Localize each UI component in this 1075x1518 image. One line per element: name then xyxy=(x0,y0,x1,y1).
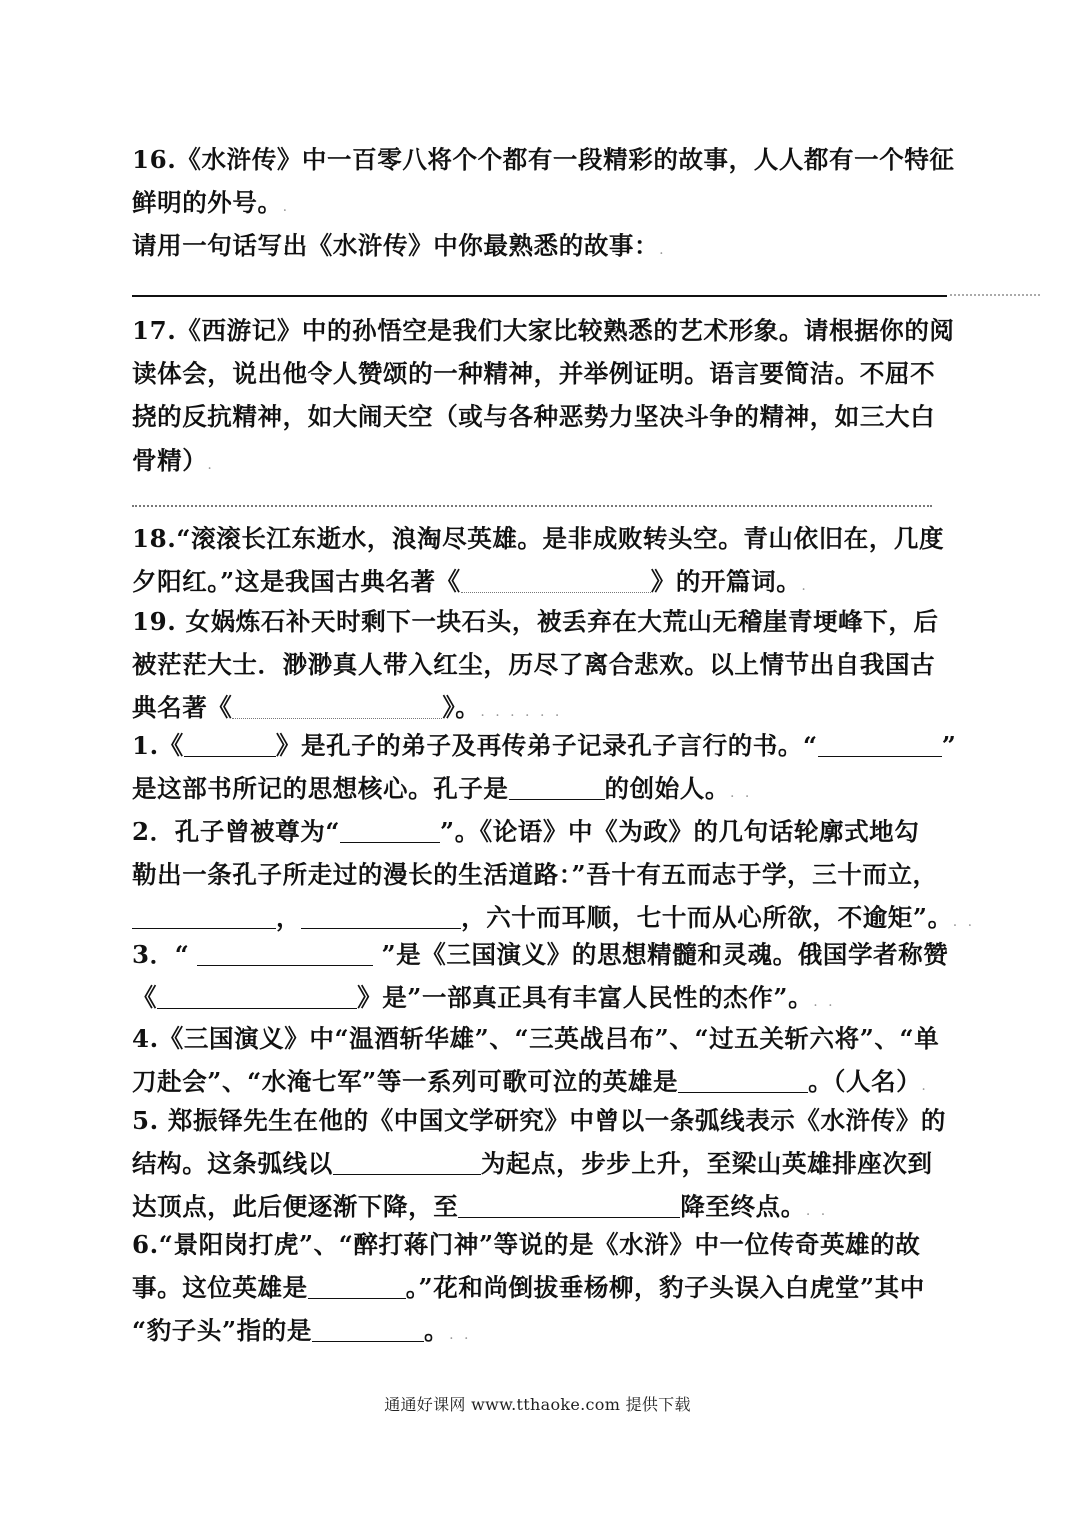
question-18-blank[interactable] xyxy=(461,566,651,593)
question-19-line-2: 被茫茫大士．渺渺真人带入红尘，历尽了离合悲欢。以上情节出自我国古 xyxy=(132,650,936,680)
item-1-text-c: ” xyxy=(941,731,957,760)
question-17-line-3: 挠的反抗精神，如大闹天空（或与各种恶势力坚决斗争的精神，如三大白 xyxy=(132,402,936,432)
item-3 xyxy=(132,933,947,1019)
question-18-line-2-start: 夕阳红。”这是我国古典名著《 xyxy=(132,567,461,597)
item-3-blank-1[interactable] xyxy=(197,939,373,966)
footer-credit: 通通好课网 www.tthaoke.com 提供下载 xyxy=(384,1395,691,1414)
item-1-blank-2[interactable] xyxy=(818,730,942,757)
question-19-blank[interactable] xyxy=(232,692,442,719)
item-6-text-d: “豹子头”指的是 xyxy=(132,1316,312,1346)
item-5-blank-1[interactable] xyxy=(333,1148,481,1175)
trailing-dots: . . . . . . xyxy=(480,704,563,721)
item-2-text-d: ， xyxy=(276,903,302,933)
trailing-dots: . xyxy=(659,242,667,259)
item-2-text-b: ”。《论语》中《为政》的几句话轮廓式地勾 xyxy=(440,817,920,846)
question-18 xyxy=(132,517,947,603)
item-4 xyxy=(132,1017,947,1103)
item-1-text-d: 是这部书所记的思想核心。孔子是 xyxy=(132,774,509,804)
item-5-text-c: 为起点，步步上升，至梁山英雄排座次到 xyxy=(480,1149,933,1179)
item-3-text-d: 》是”一部真正具有丰富人民性的杰作”。 xyxy=(357,983,814,1013)
answer-line-17[interactable] xyxy=(132,505,932,507)
item-3-text-c: 《 xyxy=(132,983,158,1013)
item-1-blank-3[interactable] xyxy=(509,773,605,800)
question-16-line-1: 16.《水浒传》中一百零八将个个都有一段精彩的故事，人人都有一个特征 xyxy=(132,145,955,174)
trailing-dots: . . xyxy=(449,1327,472,1344)
item-1 xyxy=(132,724,957,810)
item-3-blank-2[interactable] xyxy=(157,982,357,1009)
item-4-text-a: 4.《三国演义》中“温酒斩华雄”、“三英战吕布”、“过五关斩六将”、“单 xyxy=(132,1024,940,1053)
item-2-text-e: ，六十而耳顺，七十而从心所欲，不逾矩”。 xyxy=(461,903,953,933)
trailing-dots: . . xyxy=(813,994,836,1011)
trailing-dots: . . xyxy=(952,914,976,931)
item-6-text-c: 。”花和尚倒拔垂杨柳，豹子头误入白虎堂”其中 xyxy=(405,1273,925,1303)
item-4-text-b: 刀赴会”、“水淹七军”等一系列可歌可泣的英雄是 xyxy=(132,1067,679,1097)
question-18-line-2-end: 》的开篇词。 xyxy=(650,567,802,597)
trailing-dots: . xyxy=(207,456,215,473)
trailing-dots: . xyxy=(921,1078,929,1095)
answer-line-16-dotted-tail xyxy=(950,294,1040,296)
question-17-line-2: 读体会，说出他令人赞颂的一种精神，并举例证明。语言要简洁。不屈不 xyxy=(132,359,936,389)
question-19-line-3-end: 》。 xyxy=(442,693,481,723)
question-19-line-3-start: 典名著《 xyxy=(132,693,233,723)
item-6-text-a: 6.“景阳岗打虎”、“醉打蒋门神”等说的是《水浒》中一位传奇英雄的故 xyxy=(132,1230,921,1259)
question-16-line-2: 鲜明的外号。 xyxy=(132,188,283,218)
item-5-text-d: 达顶点，此后便逐渐下降，至 xyxy=(132,1192,459,1222)
question-16 xyxy=(132,138,955,268)
item-2-text-a: 2．孔子曾被尊为“ xyxy=(132,817,341,846)
item-6-text-b: 事。这位英雄是 xyxy=(132,1273,308,1303)
item-4-blank[interactable] xyxy=(678,1066,808,1093)
item-6-blank-2[interactable] xyxy=(312,1315,424,1342)
item-1-blank-1[interactable] xyxy=(184,730,276,757)
item-1-text-b: 》是孔子的弟子及再传弟子记录孔子言行的书。“ xyxy=(275,731,818,760)
question-19 xyxy=(132,600,947,730)
item-2-text-c: 勒出一条孔子所走过的漫长的生活道路：”吾十有五而志于学，三十而立， xyxy=(132,860,938,890)
item-2-blank-1[interactable] xyxy=(340,816,440,843)
item-6-text-e: 。 xyxy=(423,1316,450,1346)
question-17 xyxy=(132,309,955,482)
trailing-dots: . . xyxy=(805,1203,829,1220)
item-2-blank-2[interactable] xyxy=(132,902,276,929)
item-5-text-b: 结构。这条弧线以 xyxy=(132,1149,333,1179)
answer-line-16[interactable] xyxy=(132,295,947,297)
question-16-prompt: 请用一句话写出《水浒传》中你最熟悉的故事： xyxy=(132,231,660,261)
item-6-blank-1[interactable] xyxy=(308,1272,406,1299)
item-3-text-a: 3．“ xyxy=(132,940,190,969)
item-5-text-e: 降至终点。 xyxy=(680,1192,806,1222)
item-1-text-a: 1.《 xyxy=(132,731,184,760)
item-2-blank-3[interactable] xyxy=(301,902,461,929)
item-2 xyxy=(132,810,976,940)
item-5 xyxy=(132,1099,947,1229)
question-19-line-1: 19. 女娲炼石补天时剩下一块石头，被丢弃在大荒山无稽崖青埂峰下，后 xyxy=(132,607,939,636)
question-18-line-1: 18.“滚滚长江东逝水，浪淘尽英雄。是非成败转头空。青山依旧在，几度 xyxy=(132,524,945,553)
item-5-blank-2[interactable] xyxy=(458,1191,680,1218)
trailing-dots: . xyxy=(282,199,291,216)
question-17-line-1: 17.《西游记》中的孙悟空是我们大家比较熟悉的艺术形象。请根据你的阅 xyxy=(132,316,955,345)
question-17-line-4: 骨精） xyxy=(132,445,208,475)
item-4-text-c: 。（人名） xyxy=(808,1067,922,1097)
item-3-text-b: ”是《三国演义》的思想精髓和灵魂。俄国学者称赞 xyxy=(381,940,949,969)
item-5-text-a: 5. 郑振铎先生在他的《中国文学研究》中曾以一条弧线表示《水浒传》的 xyxy=(132,1106,947,1135)
item-1-text-e: 的创始人。 xyxy=(604,774,730,804)
trailing-dots: . xyxy=(801,578,809,595)
trailing-dots: . . xyxy=(730,785,753,802)
item-6 xyxy=(132,1223,947,1353)
